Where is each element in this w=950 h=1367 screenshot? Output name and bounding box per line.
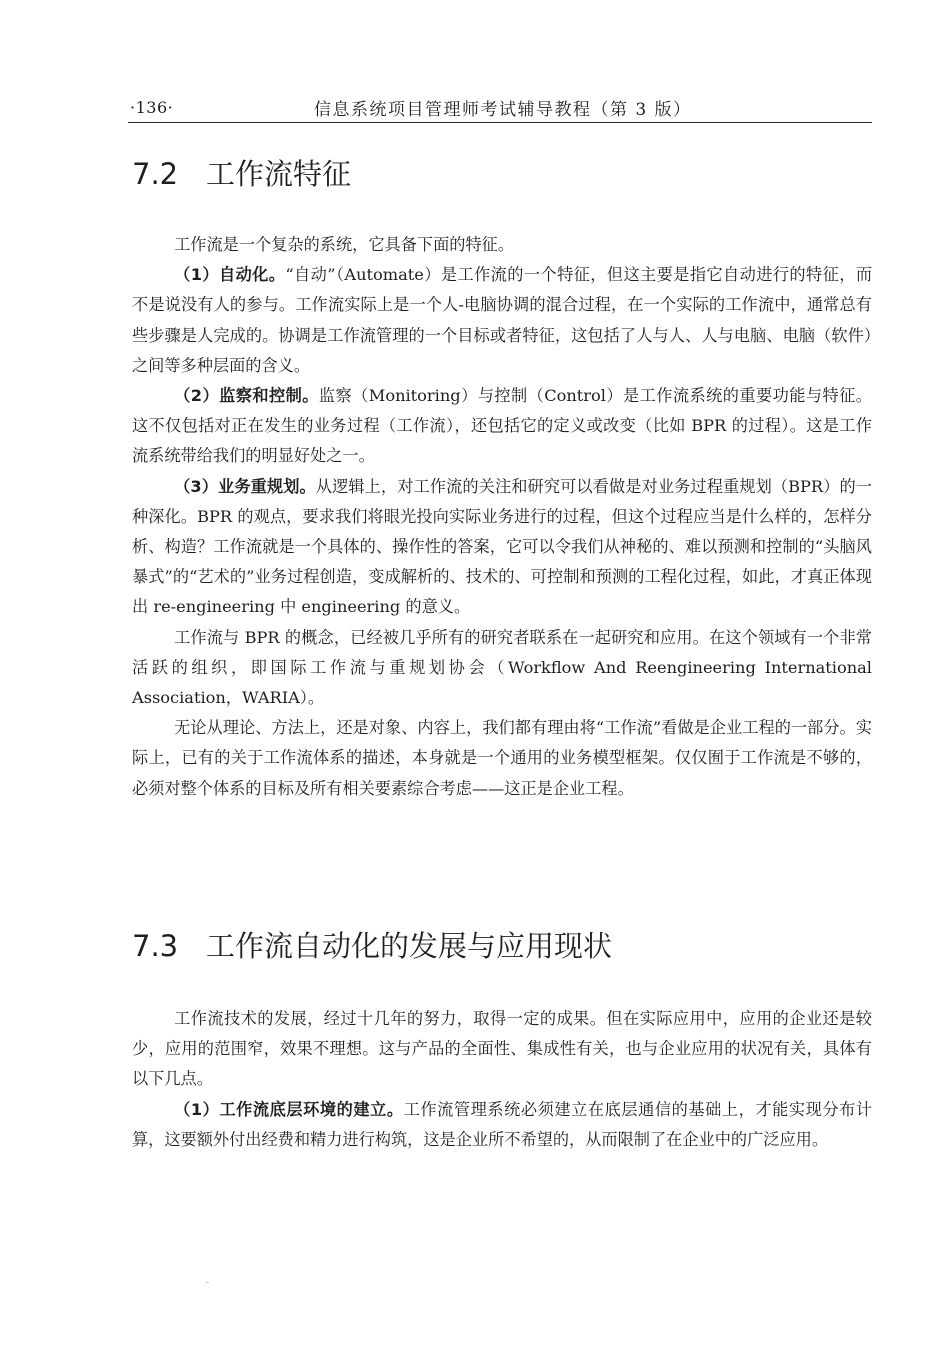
section-heading-7-2 — [132, 152, 351, 193]
section-7-3-body — [132, 1004, 872, 1155]
paragraph-text: 从逻辑上，对工作流的关注和研究可以看做是对业务过程重规划（BPR）的一种深化。BPR 的观点，要求我们将眼光投向实际业务进行的过程，但这个过程应当是什么样的，怎样分析、构造？工作流就是一个具体的、操作性的答案，它可以令我们从神秘的、难以预测和控制的“头脑风暴式”的“艺术的”业务过程创造，变成解析的、技术的、可控制和预测的工程化过程，如此，才真正体现出 re-engineering 中 engineering 的意义。 — [132, 476, 872, 617]
paragraph — [132, 1095, 872, 1155]
paragraph-lead: （2）监察和控制。 — [174, 386, 319, 406]
paragraph-text: 工作流技术的发展，经过十几年的努力，取得一定的成果。但在实际应用中，应用的企业还是较少，应用的范围窄，效果不理想。这与产品的全面性、集成性有关，也与企业应用的状况有关，具体有以下几点。 — [132, 1009, 872, 1089]
paragraph-lead: （3）业务重规划。 — [174, 476, 316, 496]
paragraph — [132, 260, 872, 381]
paragraph-lead: （1）工作流底层环境的建立。 — [174, 1099, 404, 1119]
section-heading-7-3 — [132, 924, 612, 965]
paragraph-text: 无论从理论、方法上，还是对象、内容上，我们都有理由将“工作流”看做是企业工程的一部分。实际上，已有的关于工作流体系的描述，本身就是一个通用的业务模型框架。仅仅囿于工作流是不够的，必须对整个体系的目标及所有相关要素综合考虑——这正是企业工程。 — [132, 718, 872, 798]
paragraph-lead: （1）自动化。 — [174, 265, 286, 285]
section-number: 7.3 — [132, 929, 179, 963]
scan-speck — [206, 1282, 209, 1283]
running-header — [128, 92, 872, 123]
paragraph-text: 监察（Monitoring）与控制（Control）是工作流系统的重要功能与特征。这不仅包括对正在发生的业务过程（工作流），还包括它的定义或改变（比如 BPR 的过程）。这是工作流系统带给我们的明显好处之一。 — [132, 386, 872, 466]
paragraph — [132, 713, 872, 804]
paragraph — [132, 230, 872, 260]
paragraph-text: 工作流是一个复杂的系统，它具备下面的特征。 — [174, 235, 515, 254]
section-7-2-body — [132, 230, 872, 804]
section-title: 工作流自动化的发展与应用现状 — [206, 929, 613, 963]
book-title: 信息系统项目管理师考试辅导教程（第 3 版） — [314, 100, 692, 120]
section-number: 7.2 — [132, 157, 179, 191]
paragraph — [132, 472, 872, 623]
paragraph-text: 工作流管理系统必须建立在底层通信的基础上，才能实现分布计算，这要额外付出经费和精力进行构筑，这是企业所不希望的，从而限制了在企业中的广泛应用。 — [132, 1099, 873, 1149]
page-number: ·136· — [130, 98, 174, 117]
paragraph-text: “自动”（Automate）是工作流的一个特征，但这主要是指它自动进行的特征，而不是说没有人的参与。工作流实际上是一个人-电脑协调的混合过程，在一个实际的工作流中，通常总有些步骤是人完成的。协调是工作流管理的一个目标或者特征，这包括了人与人、人与电脑、电脑（软件）之间等多种层面的含义。 — [132, 265, 873, 375]
section-title: 工作流特征 — [206, 157, 352, 191]
paragraph — [132, 623, 872, 714]
paragraph — [132, 381, 872, 472]
paragraph-text: 工作流与 BPR 的概念，已经被几乎所有的研究者联系在一起研究和应用。在这个领域有一个非常活跃的组织，即国际工作流与重规划协会（Workflow And Reengineering International Association，WARIA）。 — [132, 627, 872, 708]
paragraph — [132, 1004, 872, 1095]
